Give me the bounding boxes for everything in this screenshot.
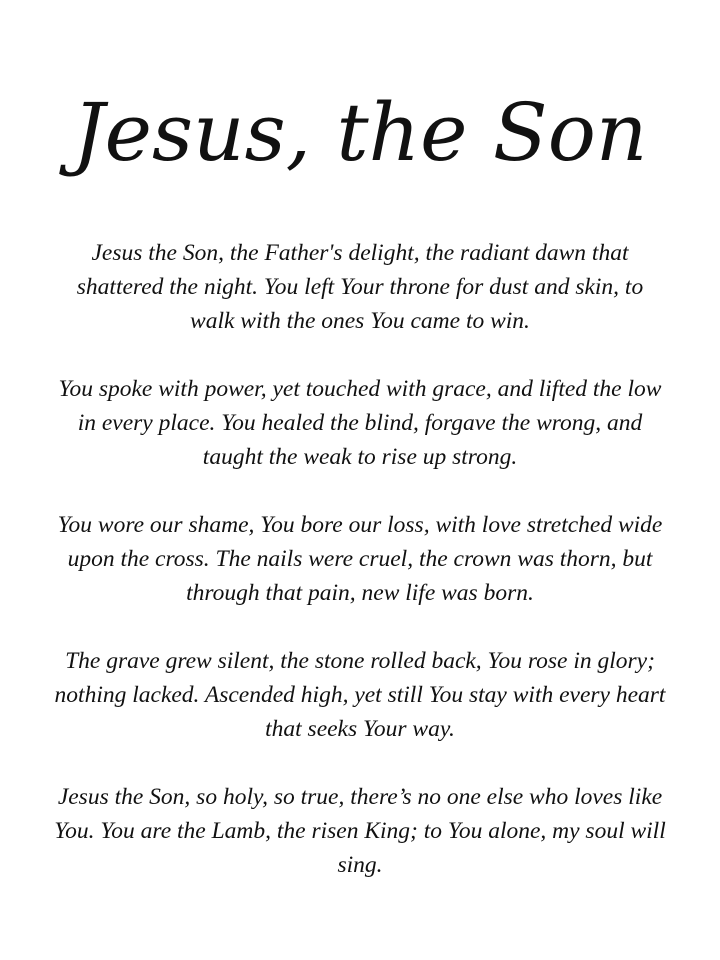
- stanza-1: Jesus the Son, the Father's delight, the radiant dawn that shattered the night. You left Your throne for dust and skin, to walk with the ones You came to win.: [76, 240, 644, 334]
- page-title: Jesus, the Son: [72, 86, 648, 179]
- stanza-4: The grave grew silent, the stone rolled back, You rose in glory; nothing lacked. Ascended high, yet still You stay with every heart that seeks Your way.: [54, 648, 666, 742]
- stanza-2: You spoke with power, yet touched with grace, and lifted the low in every place. You healed the blind, forgave the wrong, and taught the weak to rise up strong.: [58, 376, 662, 470]
- stanza-5: Jesus the Son, so holy, so true, there’s no one else who loves like You. You are the Lamb, the risen King; to You alone, my soul will sing.: [54, 784, 666, 878]
- poem-body: [52, 236, 668, 916]
- stanza-3: You wore our shame, You bore our loss, with love stretched wide upon the cross. The nails were cruel, the crown was thorn, but through that pain, new life was born.: [57, 512, 663, 606]
